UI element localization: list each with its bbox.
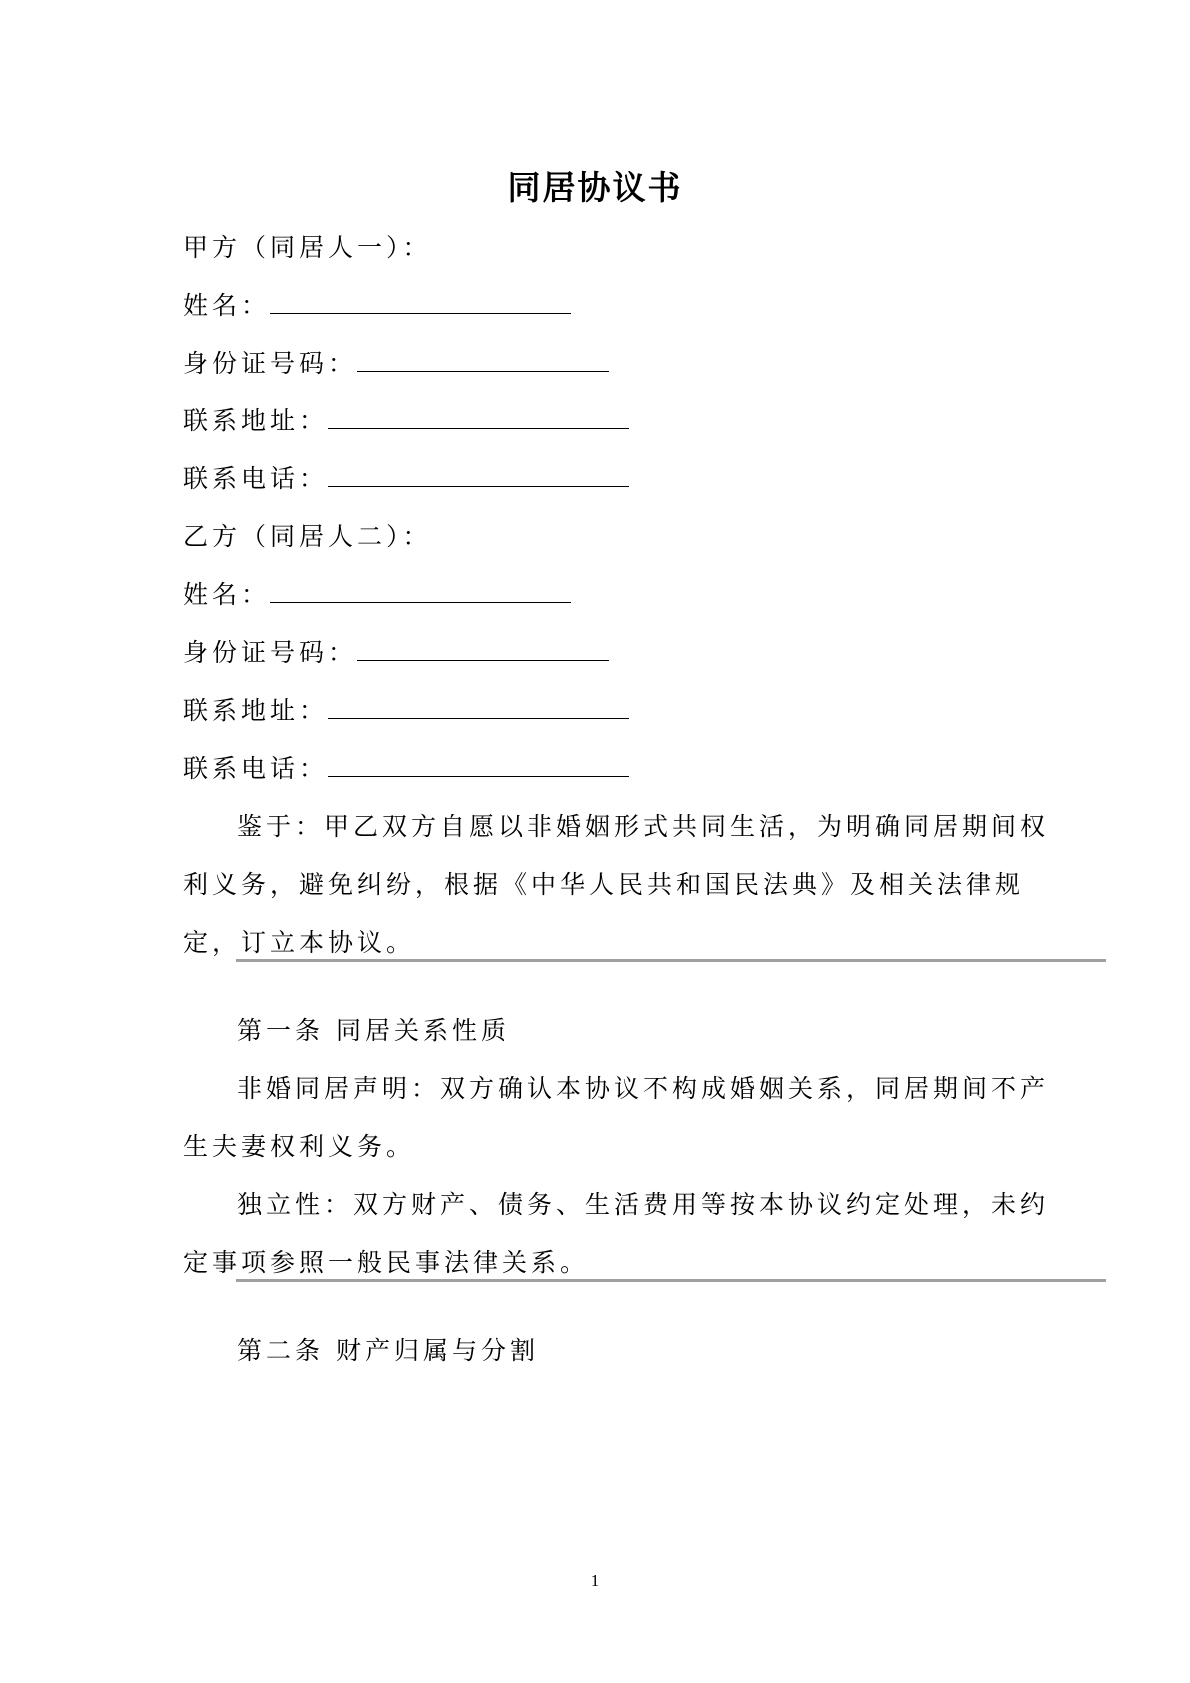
preamble-line-2: 利义务，避免纠纷，根据《中华人民共和国民法典》及相关法律规 bbox=[183, 870, 1025, 899]
party-a-name-blank[interactable] bbox=[270, 289, 571, 314]
article-1-p1-line-2: 生夫妻权利义务。 bbox=[183, 1132, 416, 1161]
party-a-id-row bbox=[183, 347, 609, 381]
article-1-heading: 第一条 同居关系性质 bbox=[237, 1016, 510, 1045]
party-a-phone-blank[interactable] bbox=[328, 462, 629, 487]
preamble-line-3: 定，订立本协议。 bbox=[183, 928, 416, 957]
preamble-line-1: 鉴于：甲乙双方自愿以非婚姻形式共同生活，为明确同居期间权 bbox=[237, 812, 1050, 841]
party-b-id-row bbox=[183, 636, 609, 670]
section-divider bbox=[236, 1279, 1106, 1282]
party-b-address-label: 联系地址： bbox=[183, 696, 329, 725]
party-b-name-blank[interactable] bbox=[270, 578, 571, 603]
section-divider bbox=[236, 959, 1106, 962]
party-a-address-blank[interactable] bbox=[328, 404, 629, 429]
party-a-id-blank[interactable] bbox=[357, 347, 609, 372]
party-b-id-label: 身份证号码： bbox=[183, 638, 358, 667]
party-a-phone-label: 联系电话： bbox=[183, 464, 329, 493]
article-2-heading: 第二条 财产归属与分割 bbox=[237, 1336, 539, 1365]
party-a-address-row bbox=[183, 404, 629, 438]
party-a-address-label: 联系地址： bbox=[183, 406, 329, 435]
party-b-phone-blank[interactable] bbox=[328, 752, 629, 777]
party-a-heading: 甲方（同居人一）： bbox=[183, 233, 432, 262]
party-b-address-blank[interactable] bbox=[328, 694, 629, 719]
party-a-phone-row bbox=[183, 462, 629, 496]
page-number: 1 bbox=[590, 1571, 600, 1590]
article-1-p1-line-1: 非婚同居声明：双方确认本协议不构成婚姻关系，同居期间不产 bbox=[237, 1074, 1050, 1103]
party-b-address-row bbox=[183, 694, 629, 728]
article-1-p2-line-1: 独立性：双方财产、债务、生活费用等按本协议约定处理，未约 bbox=[237, 1190, 1050, 1219]
party-a-name-label: 姓名： bbox=[183, 291, 271, 320]
party-b-phone-label: 联系电话： bbox=[183, 754, 329, 783]
party-b-name-label: 姓名： bbox=[183, 580, 271, 609]
document-title: 同居协议书 bbox=[507, 168, 683, 207]
party-b-name-row bbox=[183, 578, 571, 612]
party-b-id-blank[interactable] bbox=[357, 636, 609, 661]
article-1-p2-line-2: 定事项参照一般民事法律关系。 bbox=[183, 1248, 590, 1277]
party-a-id-label: 身份证号码： bbox=[183, 349, 358, 378]
party-b-heading: 乙方（同居人二）： bbox=[183, 522, 432, 551]
party-b-phone-row bbox=[183, 752, 629, 786]
party-a-name-row bbox=[183, 289, 571, 323]
